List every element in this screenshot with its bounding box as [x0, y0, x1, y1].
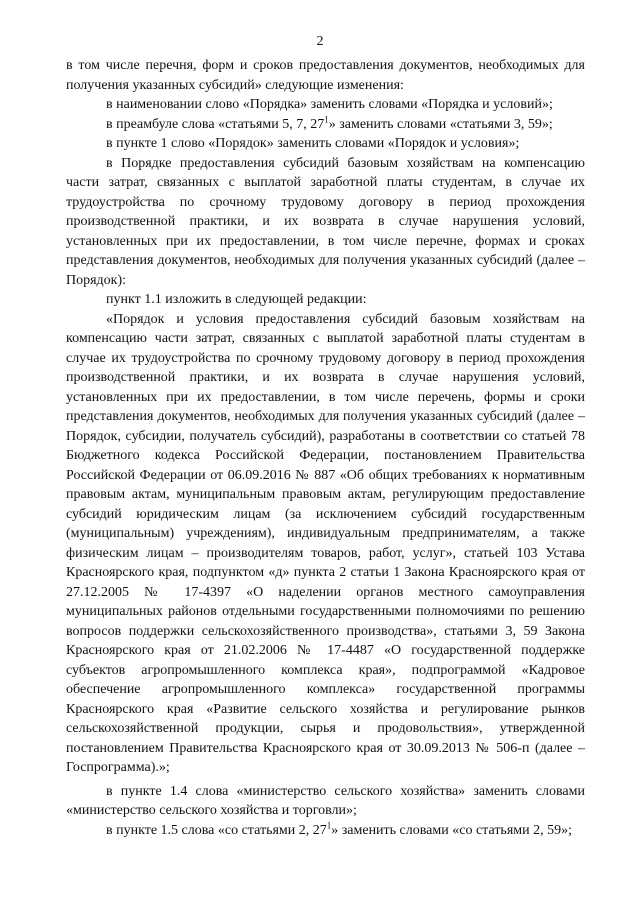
paragraph-point1-change: в пункте 1 слово «Порядок» заменить словами «Порядок и условия»; [106, 136, 520, 151]
document-body [66, 56, 585, 840]
page-number: 2 [316, 34, 324, 49]
paragraph-intro: в том числе перечня, форм и сроков предоставления документов, необходимых для получения указанных субсидий» следующие изменения: [66, 58, 585, 93]
paragraph-point11-text: «Порядок и условия предоставления субсидий базовым хозяйствам на компенсацию части затрат, связанных с выплатой заработной платы студентам в случае их трудоустройства по срочному трудовому договору в период прохождения производственной практики, и их возврата в случае нарушения условий, установленных при их предоставлении, в том числе перечень, формы и сроки представления документов, необходимых для получения указанных субсидий (далее – Порядок, субсидии, получатель субсидий), разработаны в соответствии со статьей 78 Бюджетного кодекса Российской Федерации, постановлением Правительства Российской Федерации от 06.09.2016 № 887 «Об общих требованиях к нормативным правовым актам, муниципальным правовым актам, регулирующим предоставление субсидий юридическим лицам (за исключением субсидий государственным (муниципальным) учреждениям), индивидуальным предпринимателям, а также физическим лицам – производителям товаров, работ, услуг», статьей 103 Устава Красноярского края, подпунктом «д» пункта 2 статьи 1 Закона Красноярского края от 27.12.2005 № 17-4397 «О наделении органов местного самоуправления муниципальных районов отдельными государственными полномочиями по решению вопросов поддержки сельскохозяйственного производства», статьями 3, 59 Закона Красноярского края от 21.02.2006 № 17-4487 «О государственной поддержке субъектов агропромышленного комплекса края», подпрограммой «Кадровое обеспечение агропромышленного комплекса» государственной программы Красноярского края «Развитие сельского хозяйства и регулирование рынков сельскохозяйственной продукции, сырья и продовольствия», утвержденной постановлением Правительства Красноярского края от 30.09.2013 № 506-п (далее – Госпрограмма).»; [66, 311, 585, 775]
paragraph-procedure-heading: в Порядке предоставления субсидий базовым хозяйствам на компенсацию части затрат, связанных с выплатой заработной платы студентам, в случае их трудоустройства по срочному трудовому договору в период прохождения производственной практики, и их возврата в случае нарушения условий, установленных при их предоставлении, в том числе перечне, формах и сроках представления документов, необходимых для получения указанных субсидий (далее – Порядок): [66, 155, 585, 288]
paragraph-title-change: в наименовании слово «Порядка» заменить словами «Порядка и условий»; [106, 97, 553, 112]
paragraph-point14-change: в пункте 1.4 слова «министерство сельского хозяйства» заменить словами «министерство сельского хозяйства и торговли»; [66, 783, 585, 818]
paragraph-point11-intro: пункт 1.1 изложить в следующей редакции: [106, 292, 367, 307]
paragraph-preamble-change: в преамбуле слова «статьями 5, 7, $27^1$» заменить словами «статьями 3, 59»; [106, 113, 553, 132]
paragraph-point15-change: в пункте 1.5 слова «со статьями 2, $27^1$» заменить словами «со статьями 2, 59»; [106, 819, 572, 838]
